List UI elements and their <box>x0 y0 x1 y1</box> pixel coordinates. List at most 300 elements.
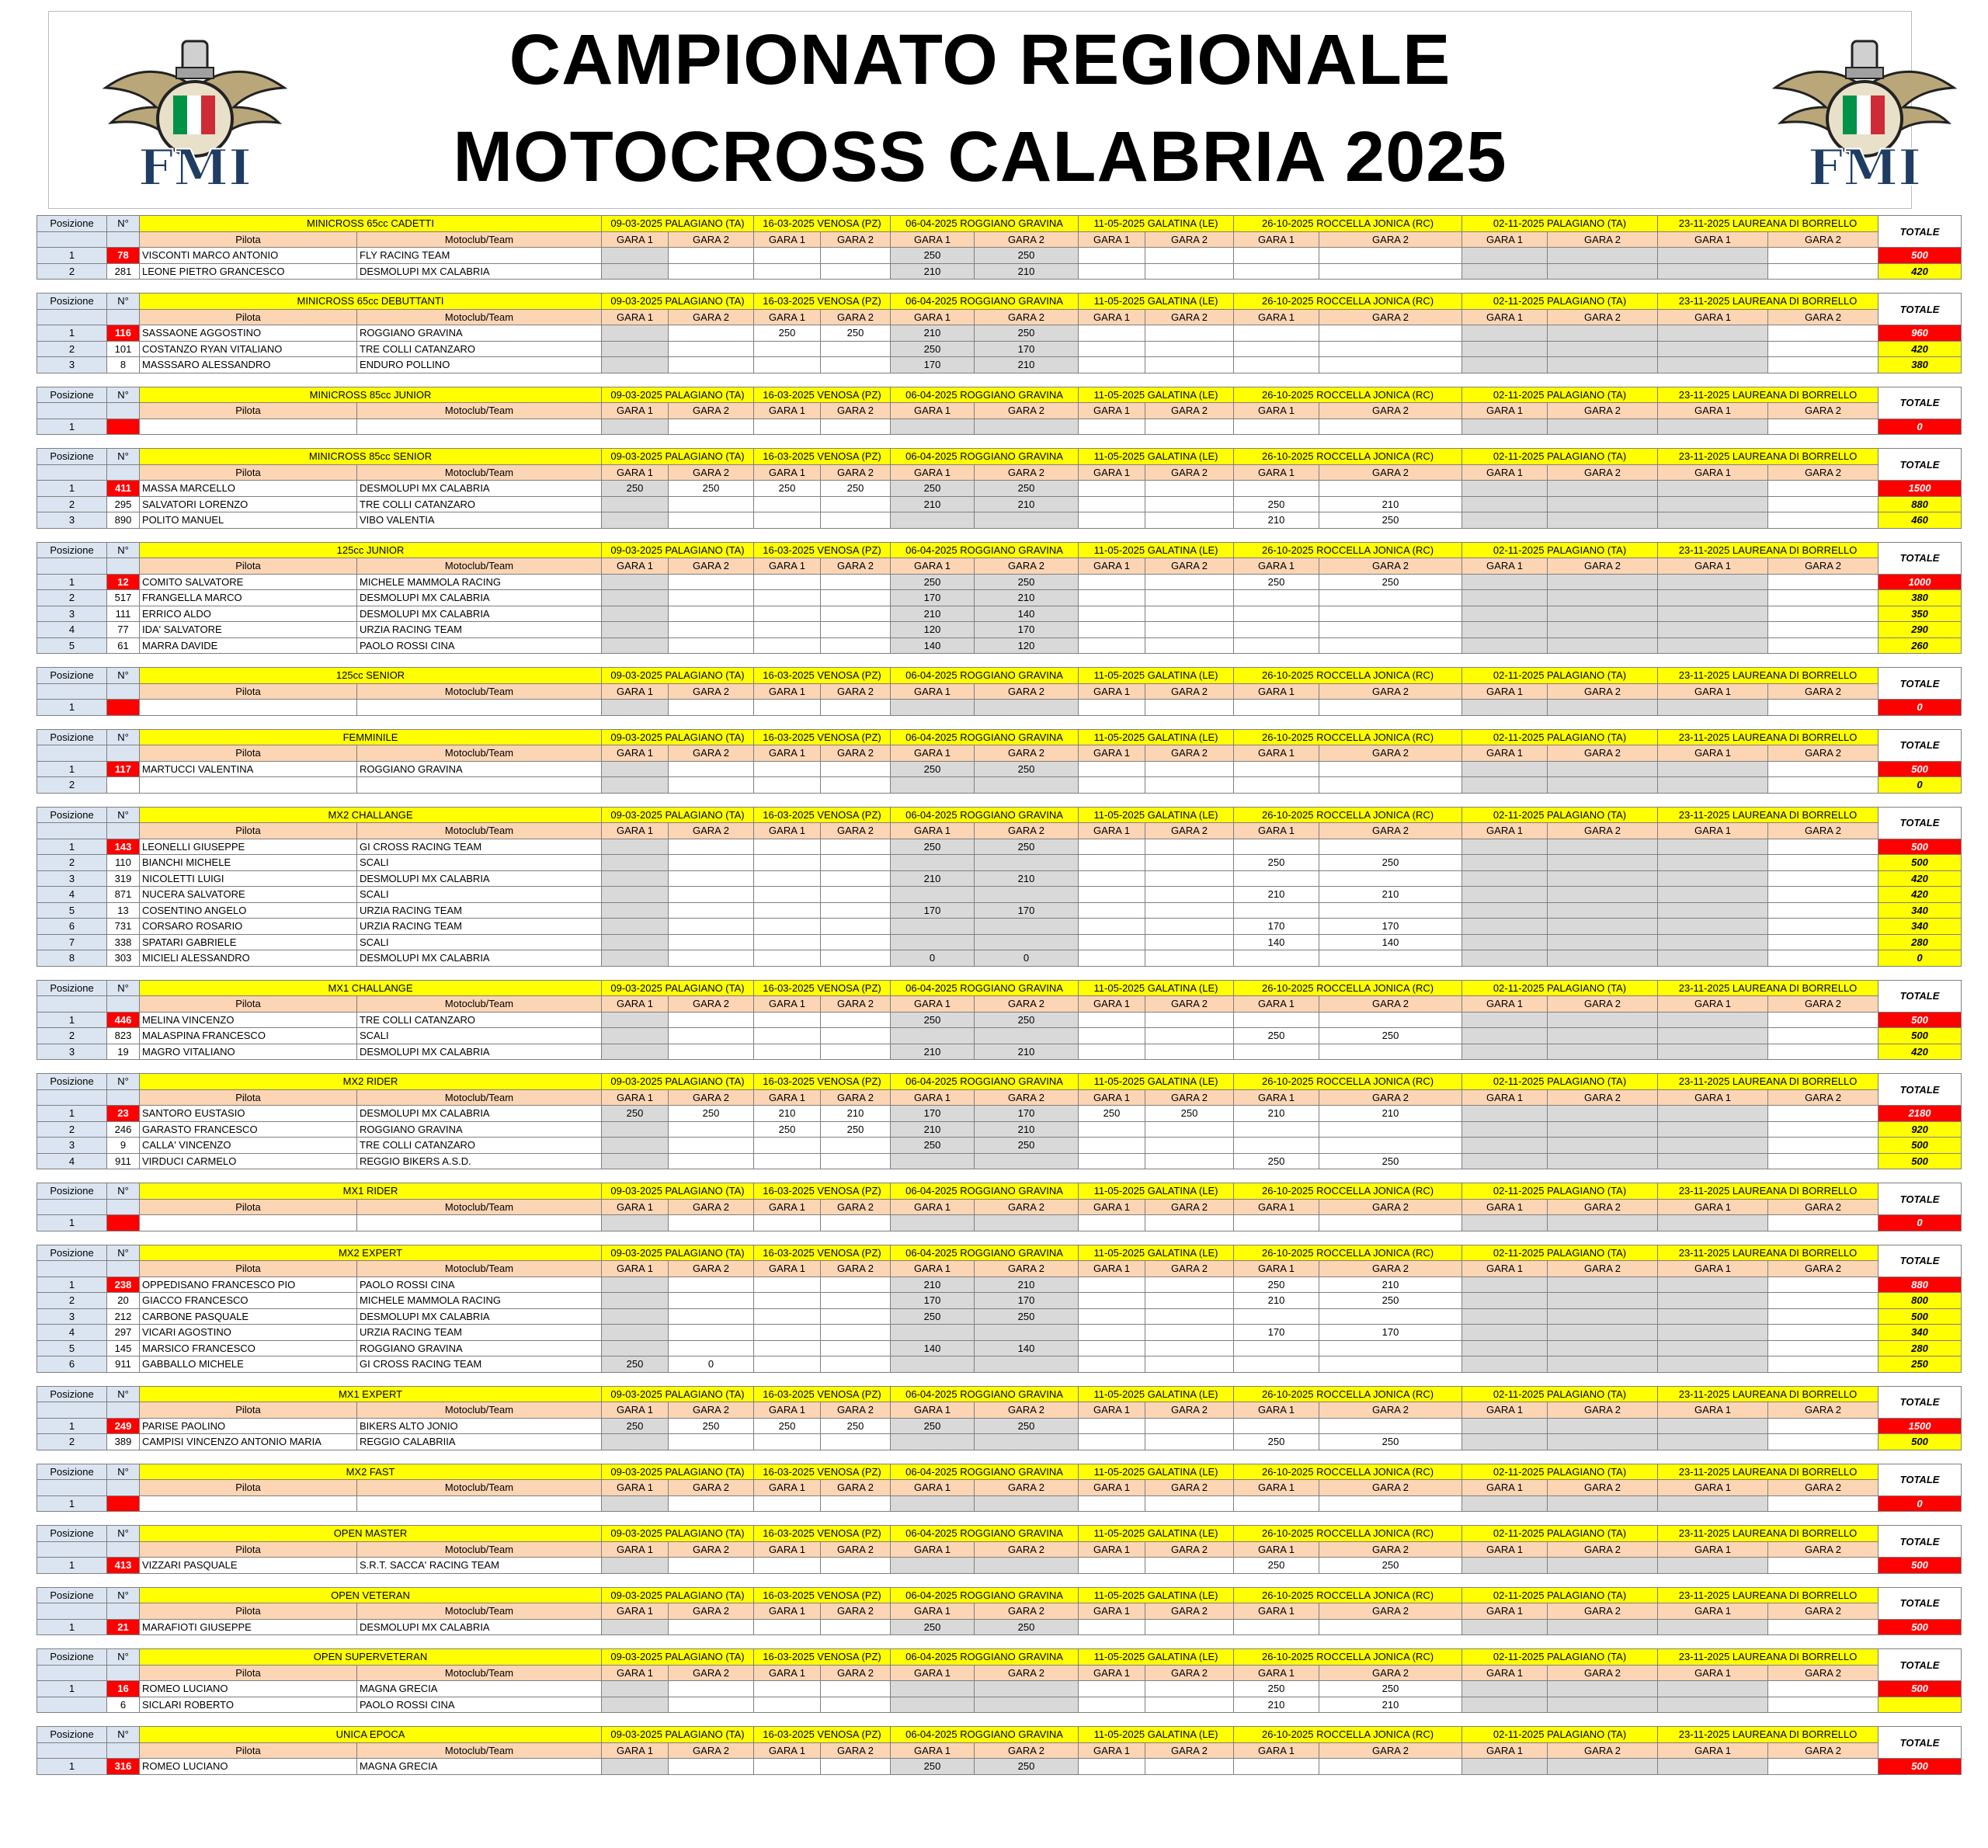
event-header: 11-05-2025 GALATINA (LE) <box>1079 542 1234 558</box>
event-header: 09-03-2025 PALAGIANO (TA) <box>602 668 754 684</box>
rider-team: MICHELE MAMMOLA RACING <box>357 574 602 590</box>
race-2-header: GARA 2 <box>1768 683 1879 700</box>
race-1-header: GARA 1 <box>602 996 669 1013</box>
race-1-header: GARA 1 <box>1658 464 1768 481</box>
rider-name: IDA' SALVATORE <box>140 622 357 638</box>
race-score <box>1548 950 1658 967</box>
total-header: TOTALE <box>1879 668 1962 700</box>
race-score <box>1145 1681 1234 1697</box>
number-header: N° <box>107 1183 140 1200</box>
race-score <box>1319 839 1462 855</box>
race-score <box>821 1759 891 1775</box>
race-score <box>1548 1044 1658 1060</box>
rider-total: 420 <box>1879 263 1962 280</box>
event-header: 09-03-2025 PALAGIANO (TA) <box>602 1727 754 1743</box>
rider-number: 303 <box>107 950 140 967</box>
race-score: 250 <box>602 1418 669 1434</box>
rider-team: ROGGIANO GRAVINA <box>357 1340 602 1356</box>
rider-team: MICHELE MAMMOLA RACING <box>357 1293 602 1309</box>
race-score <box>754 512 821 529</box>
rider-number: 338 <box>107 934 140 950</box>
race-score <box>1145 1697 1234 1713</box>
race-2-header: GARA 2 <box>821 464 891 481</box>
race-1-header: GARA 1 <box>1234 1742 1319 1759</box>
rider-name: VICARI AGOSTINO <box>140 1325 357 1341</box>
table-row <box>37 1619 1962 1635</box>
rider-position: 1 <box>37 1215 107 1231</box>
race-score <box>754 839 821 855</box>
race-2-header: GARA 2 <box>1768 1480 1879 1496</box>
race-score: 250 <box>1234 574 1319 590</box>
rider-number: 116 <box>107 325 140 342</box>
blank-cell <box>37 745 107 762</box>
table-row <box>37 481 1962 497</box>
event-header: 06-04-2025 ROGGIANO GRAVINA <box>891 1183 1079 1200</box>
table-row <box>37 839 1962 855</box>
race-score: 170 <box>1234 1325 1319 1341</box>
total-header: TOTALE <box>1879 1649 1962 1681</box>
event-header: 16-03-2025 VENOSA (PZ) <box>754 729 891 745</box>
category-spacer <box>36 280 1939 293</box>
race-score <box>1145 637 1234 654</box>
race-score <box>1079 1340 1145 1356</box>
blank-cell <box>37 996 107 1013</box>
race-1-header: GARA 1 <box>602 464 669 481</box>
race-score <box>669 1215 754 1231</box>
rider-total: 340 <box>1879 902 1962 919</box>
race-score <box>1768 902 1879 919</box>
race-score <box>1548 512 1658 529</box>
race-2-header: GARA 2 <box>1768 1541 1879 1558</box>
race-2-header: GARA 2 <box>1768 823 1879 839</box>
category-spacer <box>36 654 1939 667</box>
race-score <box>1768 700 1879 716</box>
race-score <box>1548 1434 1658 1450</box>
race-score <box>754 1215 821 1231</box>
race-score <box>1548 496 1658 512</box>
team-header: Motoclub/Team <box>357 403 602 419</box>
race-score <box>1768 606 1879 622</box>
race-2-header: GARA 2 <box>1145 464 1234 481</box>
race-score <box>602 1681 669 1697</box>
category-table <box>36 1587 1962 1636</box>
rider-team: ROGGIANO GRAVINA <box>357 1121 602 1138</box>
race-score <box>1079 248 1145 264</box>
rider-total: 500 <box>1879 1012 1962 1028</box>
race-score <box>1079 1558 1145 1574</box>
team-header: Motoclub/Team <box>357 309 602 325</box>
race-score <box>1462 1697 1548 1713</box>
rider-header: Pilota <box>140 1603 357 1620</box>
race-2-header: GARA 2 <box>975 1402 1079 1419</box>
blank-cell <box>37 558 107 575</box>
race-score <box>1079 590 1145 606</box>
race-score: 250 <box>669 481 754 497</box>
race-1-header: GARA 1 <box>1462 464 1548 481</box>
table-row <box>37 1106 1962 1122</box>
race-2-header: GARA 2 <box>1145 309 1234 325</box>
race-score <box>1658 1293 1768 1309</box>
race-score <box>1768 1293 1879 1309</box>
race-score <box>669 1308 754 1325</box>
category-name: MX1 CHALLANGE <box>140 980 602 996</box>
race-score <box>669 777 754 794</box>
rider-position: 1 <box>37 1619 107 1635</box>
total-header: TOTALE <box>1879 1526 1962 1558</box>
race-score <box>1234 590 1319 606</box>
race-score <box>669 1293 754 1309</box>
rider-total: 500 <box>1879 1619 1962 1635</box>
rider-header: Pilota <box>140 745 357 762</box>
race-1-header: GARA 1 <box>1234 1089 1319 1106</box>
race-2-header: GARA 2 <box>1145 1665 1234 1681</box>
race-score: 250 <box>602 1356 669 1373</box>
table-row <box>37 341 1962 357</box>
race-score <box>821 1495 891 1512</box>
race-2-header: GARA 2 <box>1548 683 1658 700</box>
event-header: 02-11-2025 PALAGIANO (TA) <box>1462 1183 1658 1200</box>
race-score <box>1768 1028 1879 1044</box>
race-score: 210 <box>891 606 975 622</box>
race-score <box>891 1325 975 1341</box>
race-score <box>1548 357 1658 373</box>
race-score <box>1462 622 1548 638</box>
race-score <box>1234 1308 1319 1325</box>
total-header: TOTALE <box>1879 729 1962 761</box>
category-name: 125cc JUNIOR <box>140 542 602 558</box>
category-spacer <box>36 1512 1939 1525</box>
race-score <box>1548 934 1658 950</box>
number-header: N° <box>107 1464 140 1480</box>
event-header: 16-03-2025 VENOSA (PZ) <box>754 1074 891 1090</box>
race-score <box>1658 777 1768 794</box>
race-score: 210 <box>754 1106 821 1122</box>
race-2-header: GARA 2 <box>975 309 1079 325</box>
event-header: 06-04-2025 ROGGIANO GRAVINA <box>891 668 1079 684</box>
category-table <box>36 1073 1962 1169</box>
event-header: 02-11-2025 PALAGIANO (TA) <box>1462 1074 1658 1090</box>
rider-total: 800 <box>1879 1293 1962 1309</box>
race-2-header: GARA 2 <box>669 309 754 325</box>
category-name: MINICROSS 85cc JUNIOR <box>140 387 602 403</box>
position-header: Posizione <box>37 1464 107 1480</box>
race-score <box>1658 481 1768 497</box>
event-header: 26-10-2025 ROCCELLA JONICA (RC) <box>1234 449 1462 465</box>
race-score <box>821 870 891 887</box>
race-1-header: GARA 1 <box>891 464 975 481</box>
category-name: 125cc SENIOR <box>140 668 602 684</box>
race-score <box>1079 1012 1145 1028</box>
rider-team: DESMOLUPI MX CALABRIA <box>357 590 602 606</box>
race-1-header: GARA 1 <box>1462 558 1548 575</box>
race-score <box>1462 1028 1548 1044</box>
race-score <box>1658 325 1768 342</box>
race-score <box>1079 263 1145 280</box>
event-header: 23-11-2025 LAUREANA DI BORRELLO <box>1658 1074 1879 1090</box>
race-score <box>1462 248 1548 264</box>
race-2-header: GARA 2 <box>975 823 1079 839</box>
race-score: 250 <box>821 1121 891 1138</box>
race-score <box>1079 1293 1145 1309</box>
race-2-header: GARA 2 <box>1319 1480 1462 1496</box>
race-1-header: GARA 1 <box>1658 1089 1768 1106</box>
race-1-header: GARA 1 <box>754 1742 821 1759</box>
event-header: 06-04-2025 ROGGIANO GRAVINA <box>891 1074 1079 1090</box>
race-score <box>1234 325 1319 342</box>
race-score <box>1658 1012 1768 1028</box>
race-score <box>602 248 669 264</box>
table-row <box>37 574 1962 590</box>
race-score <box>602 496 669 512</box>
race-score <box>1462 357 1548 373</box>
race-score <box>891 1697 975 1713</box>
race-score <box>1658 1558 1768 1574</box>
race-score: 170 <box>975 1293 1079 1309</box>
rider-number: 16 <box>107 1681 140 1697</box>
race-score <box>1319 622 1462 638</box>
race-score <box>602 512 669 529</box>
event-header: 02-11-2025 PALAGIANO (TA) <box>1462 1587 1658 1603</box>
event-header: 09-03-2025 PALAGIANO (TA) <box>602 807 754 823</box>
race-1-header: GARA 1 <box>754 403 821 419</box>
race-score <box>1462 341 1548 357</box>
event-header: 26-10-2025 ROCCELLA JONICA (RC) <box>1234 1074 1462 1090</box>
race-1-header: GARA 1 <box>891 745 975 762</box>
rider-number: 9 <box>107 1138 140 1154</box>
race-score <box>1145 1340 1234 1356</box>
race-score <box>1145 1356 1234 1373</box>
race-score: 120 <box>975 637 1079 654</box>
race-score <box>602 1759 669 1775</box>
race-score <box>1768 1308 1879 1325</box>
race-1-header: GARA 1 <box>754 1199 821 1215</box>
race-score <box>1234 700 1319 716</box>
rider-total: 500 <box>1879 761 1962 777</box>
event-header: 23-11-2025 LAUREANA DI BORRELLO <box>1658 807 1879 823</box>
race-1-header: GARA 1 <box>1658 1665 1768 1681</box>
race-score <box>669 919 754 935</box>
team-header: Motoclub/Team <box>357 1541 602 1558</box>
race-2-header: GARA 2 <box>1548 745 1658 762</box>
event-header: 23-11-2025 LAUREANA DI BORRELLO <box>1658 1386 1879 1402</box>
table-row <box>37 1495 1962 1512</box>
position-header: Posizione <box>37 1587 107 1603</box>
rider-position: 4 <box>37 1325 107 1341</box>
race-score <box>602 325 669 342</box>
rider-name: SICLARI ROBERTO <box>140 1697 357 1713</box>
table-row <box>37 325 1962 342</box>
rider-total <box>1879 1697 1962 1713</box>
event-header: 26-10-2025 ROCCELLA JONICA (RC) <box>1234 729 1462 745</box>
race-score <box>1079 512 1145 529</box>
race-score <box>1079 419 1145 435</box>
rider-position: 5 <box>37 902 107 919</box>
rider-team: TRE COLLI CATANZARO <box>357 341 602 357</box>
race-2-header: GARA 2 <box>1145 1541 1234 1558</box>
rider-number: 13 <box>107 902 140 919</box>
table-row <box>37 1340 1962 1356</box>
category-name: MINICROSS 65cc CADETTI <box>140 216 602 232</box>
team-header: Motoclub/Team <box>357 231 602 248</box>
rider-position: 2 <box>37 263 107 280</box>
race-score <box>1768 950 1879 967</box>
race-1-header: GARA 1 <box>1234 309 1319 325</box>
race-score <box>1768 1044 1879 1060</box>
rider-total: 2180 <box>1879 1106 1962 1122</box>
race-score <box>1548 919 1658 935</box>
race-score <box>1768 496 1879 512</box>
race-2-header: GARA 2 <box>975 1665 1079 1681</box>
race-score <box>1768 637 1879 654</box>
race-score <box>754 357 821 373</box>
race-1-header: GARA 1 <box>891 683 975 700</box>
race-1-header: GARA 1 <box>1658 823 1768 839</box>
race-2-header: GARA 2 <box>975 1742 1079 1759</box>
race-2-header: GARA 2 <box>1548 996 1658 1013</box>
race-2-header: GARA 2 <box>975 558 1079 575</box>
race-score <box>669 1681 754 1697</box>
race-1-header: GARA 1 <box>1658 558 1768 575</box>
race-score <box>1548 1619 1658 1635</box>
team-header: Motoclub/Team <box>357 1480 602 1496</box>
race-score <box>821 1215 891 1231</box>
rider-number <box>107 1215 140 1231</box>
race-score <box>975 934 1079 950</box>
event-header: 23-11-2025 LAUREANA DI BORRELLO <box>1658 1526 1879 1542</box>
race-1-header: GARA 1 <box>1079 996 1145 1013</box>
blank-cell <box>37 1402 107 1419</box>
rider-total: 0 <box>1879 1215 1962 1231</box>
rider-number: 238 <box>107 1277 140 1293</box>
race-score <box>669 574 754 590</box>
rider-number: 117 <box>107 761 140 777</box>
race-score <box>1658 1138 1768 1154</box>
race-score: 140 <box>891 1340 975 1356</box>
race-score <box>821 855 891 871</box>
rider-number: 111 <box>107 606 140 622</box>
race-1-header: GARA 1 <box>1079 464 1145 481</box>
event-header: 23-11-2025 LAUREANA DI BORRELLO <box>1658 1727 1879 1743</box>
category-spacer <box>36 1169 1939 1183</box>
race-score <box>1768 1619 1879 1635</box>
race-score: 250 <box>891 574 975 590</box>
race-2-header: GARA 2 <box>1768 403 1879 419</box>
table-row <box>37 1418 1962 1434</box>
event-header: 02-11-2025 PALAGIANO (TA) <box>1462 449 1658 465</box>
race-1-header: GARA 1 <box>1079 1402 1145 1419</box>
race-score <box>1658 341 1768 357</box>
race-score <box>1234 263 1319 280</box>
race-score <box>1548 248 1658 264</box>
race-score: 170 <box>975 341 1079 357</box>
race-score <box>1548 1293 1658 1309</box>
race-2-header: GARA 2 <box>669 823 754 839</box>
race-1-header: GARA 1 <box>1462 1665 1548 1681</box>
race-1-header: GARA 1 <box>602 1402 669 1419</box>
rider-total: 380 <box>1879 590 1962 606</box>
rider-name <box>140 1495 357 1512</box>
category-name: OPEN MASTER <box>140 1526 602 1542</box>
race-score <box>1462 1558 1548 1574</box>
race-score: 250 <box>891 1012 975 1028</box>
race-score <box>1658 419 1768 435</box>
race-1-header: GARA 1 <box>891 996 975 1013</box>
race-score <box>602 1121 669 1138</box>
race-score <box>1462 700 1548 716</box>
race-1-header: GARA 1 <box>1658 1402 1768 1419</box>
race-score: 250 <box>975 839 1079 855</box>
table-row <box>37 1308 1962 1325</box>
rider-total: 920 <box>1879 1121 1962 1138</box>
race-score <box>602 1012 669 1028</box>
rider-total: 290 <box>1879 622 1962 638</box>
position-header: Posizione <box>37 668 107 684</box>
race-score <box>821 1619 891 1635</box>
blank-cell <box>37 309 107 325</box>
race-score: 250 <box>1234 1681 1319 1697</box>
table-row <box>37 950 1962 967</box>
race-score <box>1462 1277 1548 1293</box>
race-2-header: GARA 2 <box>975 1089 1079 1106</box>
total-header: TOTALE <box>1879 1727 1962 1759</box>
rider-total: 280 <box>1879 934 1962 950</box>
event-header: 06-04-2025 ROGGIANO GRAVINA <box>891 449 1079 465</box>
race-score <box>1462 1759 1548 1775</box>
rider-total: 880 <box>1879 496 1962 512</box>
race-score <box>1658 1044 1768 1060</box>
race-2-header: GARA 2 <box>1319 1261 1462 1277</box>
event-header: 06-04-2025 ROGGIANO GRAVINA <box>891 1649 1079 1666</box>
race-score <box>1319 1044 1462 1060</box>
event-header: 09-03-2025 PALAGIANO (TA) <box>602 449 754 465</box>
rider-number <box>107 777 140 794</box>
number-header: N° <box>107 216 140 232</box>
event-header: 23-11-2025 LAUREANA DI BORRELLO <box>1658 294 1879 310</box>
race-score <box>891 1434 975 1450</box>
rider-position: 1 <box>37 761 107 777</box>
category-table <box>36 448 1962 529</box>
rider-number <box>107 1495 140 1512</box>
race-score <box>1548 1215 1658 1231</box>
race-score <box>1768 1153 1879 1169</box>
race-score <box>602 1028 669 1044</box>
race-score <box>1768 1681 1879 1697</box>
race-score <box>1658 590 1768 606</box>
rider-team: ROGGIANO GRAVINA <box>357 761 602 777</box>
race-score <box>1079 1434 1145 1450</box>
race-score <box>1319 263 1462 280</box>
rider-header: Pilota <box>140 403 357 419</box>
race-score <box>754 1153 821 1169</box>
event-header: 26-10-2025 ROCCELLA JONICA (RC) <box>1234 668 1462 684</box>
race-score <box>602 902 669 919</box>
race-1-header: GARA 1 <box>754 1665 821 1681</box>
race-2-header: GARA 2 <box>821 403 891 419</box>
rider-total: 0 <box>1879 777 1962 794</box>
race-score: 250 <box>669 1418 754 1434</box>
rider-team: SCALI <box>357 1028 602 1044</box>
race-score <box>821 1308 891 1325</box>
race-score: 210 <box>1234 1106 1319 1122</box>
race-score: 250 <box>1234 855 1319 871</box>
rider-number: 212 <box>107 1308 140 1325</box>
race-1-header: GARA 1 <box>891 309 975 325</box>
blank-cell <box>37 403 107 419</box>
race-score <box>1658 855 1768 871</box>
race-1-header: GARA 1 <box>1079 558 1145 575</box>
table-row <box>37 606 1962 622</box>
race-score <box>754 1012 821 1028</box>
